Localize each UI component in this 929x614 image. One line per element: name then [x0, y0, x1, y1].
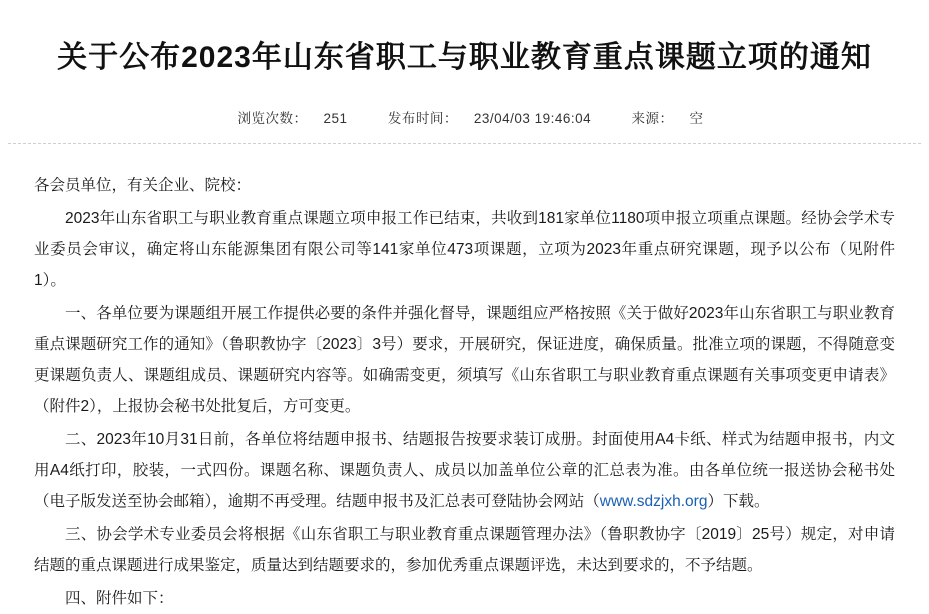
page-title: 关于公布2023年山东省职工与职业教育重点课题立项的通知 — [57, 41, 872, 75]
association-website-link[interactable]: www.sdzjxh.org — [599, 492, 708, 510]
meta-publish-time — [376, 107, 591, 127]
meta-source — [619, 107, 703, 127]
paragraph-item-3: 三、协会学术专业委员会将根据《山东省职工与职业教育重点课题管理办法》（鲁职教协字〔2019〕25号）规定，对申请结题的重点课题进行成果鉴定，质量达到结题要求的，参加优秀重点课题评选，未达到要求的，不予结题。 — [34, 525, 895, 574]
meta-source-label: 来源： — [631, 110, 674, 126]
document-page — [0, 20, 929, 609]
meta-source-value: 空 — [689, 110, 704, 126]
paragraph-item-2: 二、2023年10月31日前，各单位将结题申报书、结题报告按要求装订成册。封面使用A4卡纸、样式为结题申报书，内文用A4纸打印，胶装，一式四份。课题名称、课题负责人、成员以加盖单位公章的汇总表为准。由各单位统一报送协会秘书处（电子版发送至协会邮箱），逾期不再受理。结题申报书及汇总表可登陆协会网站（www.sdzjxh.org）下载。 — [34, 430, 895, 510]
paragraph-intro: 2023年山东省职工与职业教育重点课题立项申报工作已结束，共收到181家单位1180项申报立项重点课题。经协会学术专业委员会审议，确定将山东能源集团有限公司等141家单位473项课题，立项为2023年重点研究课题，现予以公布（见附件1）。 — [34, 209, 895, 289]
paragraph-salutation: 各会员单位，有关企业、院校： — [34, 176, 252, 194]
meta-views-value: 251 — [323, 110, 348, 126]
meta-views — [226, 107, 348, 127]
document-meta — [0, 107, 929, 127]
meta-views-label: 浏览次数： — [237, 110, 308, 126]
paragraph-item-1: 一、各单位要为课题组开展工作提供必要的条件并强化督导，课题组应严格按照《关于做好2023年山东省职工与职业教育重点课题研究工作的通知》（鲁职教协字〔2023〕3号）要求，开展研究，保证进度，确保质量。批准立项的课题，不得随意变更课题负责人、课题组成员、课题研究内容等。如确需变更，须填写《山东省职工与职业教育重点课题有关事项变更申请表》（附件2），上报协会秘书处批复后，方可变更。 — [34, 304, 895, 415]
document-body — [0, 144, 929, 614]
paragraph-item-4: 四、附件如下： — [65, 589, 174, 607]
meta-publish-value: 23/04/03 19:46:04 — [473, 110, 592, 126]
meta-publish-label: 发布时间： — [387, 110, 458, 126]
